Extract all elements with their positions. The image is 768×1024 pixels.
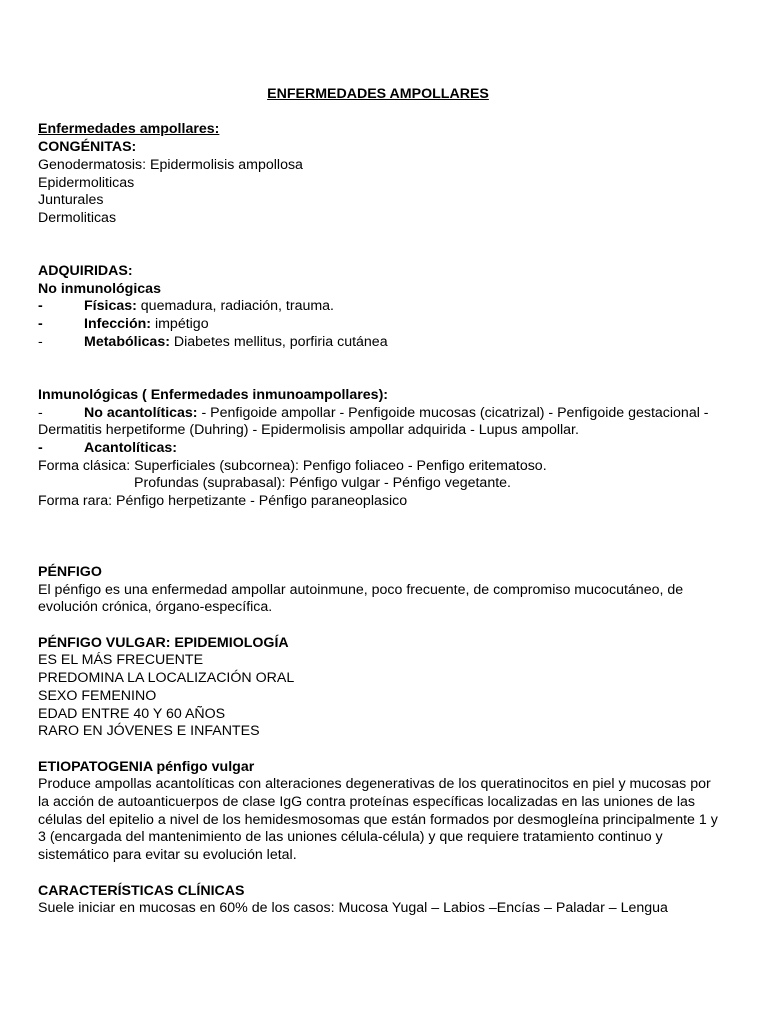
item-label: Metabólicas: [84,333,170,350]
forma-rara-line: Forma rara: Pénfigo herpetizante - Pénfigo paraneoplasico [38,493,408,510]
item-text: Diabetes mellitus, porfiria cutánea [169,333,388,350]
bullet-dash: - [38,404,43,421]
list-item-infeccion [38,316,718,334]
congenitas-line: Junturales [38,192,104,209]
document-page [38,86,718,918]
document-title: ENFERMEDADES AMPOLLARES [267,86,489,102]
congenitas-line: Dermoliticas [38,209,117,226]
clinicas-paragraph: Suele iniciar en mucosas en 60% de los casos: Mucosa Yugal – Labios –Encías – Paladar – Lengua [38,900,668,917]
no-acantoliticas-line [38,405,718,423]
item-label: No acantolíticas: [84,404,198,421]
congenitas-heading: CONGÉNITAS: [38,139,137,156]
epidemiologia-heading: PÉNFIGO VULGAR: EPIDEMIOLOGÍA [38,634,289,651]
penfigo-paragraph: El pénfigo es una enfermedad ampollar autoinmune, poco frecuente, de compromiso mucocutáneo, de evolución crónica, órgano-específica. [38,581,684,616]
penfigo-heading: PÉNFIGO [38,563,102,580]
forma-clasica-line: Forma clásica: Superficiales (subcornea): Penfigo foliaceo - Penfigo eritematoso. [38,457,547,474]
profundas-line: Profundas (suprabasal): Pénfigo vulgar - Pénfigo vegetante. [134,475,511,492]
item-label: Infección: [84,316,152,333]
item-label: Físicas: [84,298,137,315]
etiopatogenia-heading: ETIOPATOGENIA pénfigo vulgar [38,758,255,775]
bullet-dash: - [38,440,43,457]
epidemiologia-line: PREDOMINA LA LOCALIZACIÓN ORAL [38,670,295,687]
adquiridas-heading: ADQUIRIDAS: [38,263,133,279]
list-item-metabolicas [38,334,718,352]
item-label: Acantolíticas: [84,440,178,457]
epidemiologia-line: SEXO FEMENINO [38,687,157,704]
item-text: quemadura, radiación, trauma. [136,298,335,315]
intro-heading: Enfermedades ampollares: [38,121,220,138]
epidemiologia-line: RARO EN JÓVENES E INFANTES [38,723,260,740]
list-item-fisicas [38,298,718,316]
bullet-dash: - [38,316,43,333]
clinicas-heading: CARACTERÍSTICAS CLÍNICAS [38,882,245,899]
epidemiologia-line: ES EL MÁS FRECUENTE [38,652,204,669]
bullet-dash: - [38,333,43,350]
epidemiologia-line: EDAD ENTRE 40 Y 60 AÑOS [38,705,226,722]
inmunologicas-heading: Inmunológicas ( Enfermedades inmunoampollares): [38,386,389,403]
no-acantoliticas-continuation: Dermatitis herpetiforme (Duhring) - Epidermolisis ampollar adquirida - Lupus ampollar. [38,422,579,439]
bullet-dash: - [38,298,43,315]
etiopatogenia-paragraph: Produce ampollas acantolíticas con alteraciones degenerativas de los queratinocitos en piel y mucosas por la acción de autoanticuerpos de clase IgG contra proteínas específicas localizadas en las uniones de las células del epitelio a nivel de los hemidesmosomas que están formados por desmogleína principalmente 1 y 3 (encargada del mantenimiento de las uniones célula-célula) y que requiere tratamiento continuo y sistemático para evitar su evolución letal. [38,776,718,864]
acantoliticas-line [38,440,718,458]
congenitas-line: Genodermatosis: Epidermolisis ampollosa [38,156,303,173]
item-text: - Penfigoide ampollar - Penfigoide mucosas (cicatrizal) - Penfigoide gestacional - [197,404,709,421]
item-text: impétigo [151,316,209,333]
congenitas-line: Epidermoliticas [38,174,135,191]
no-inmunologicas-heading: No inmunológicas [38,280,161,297]
